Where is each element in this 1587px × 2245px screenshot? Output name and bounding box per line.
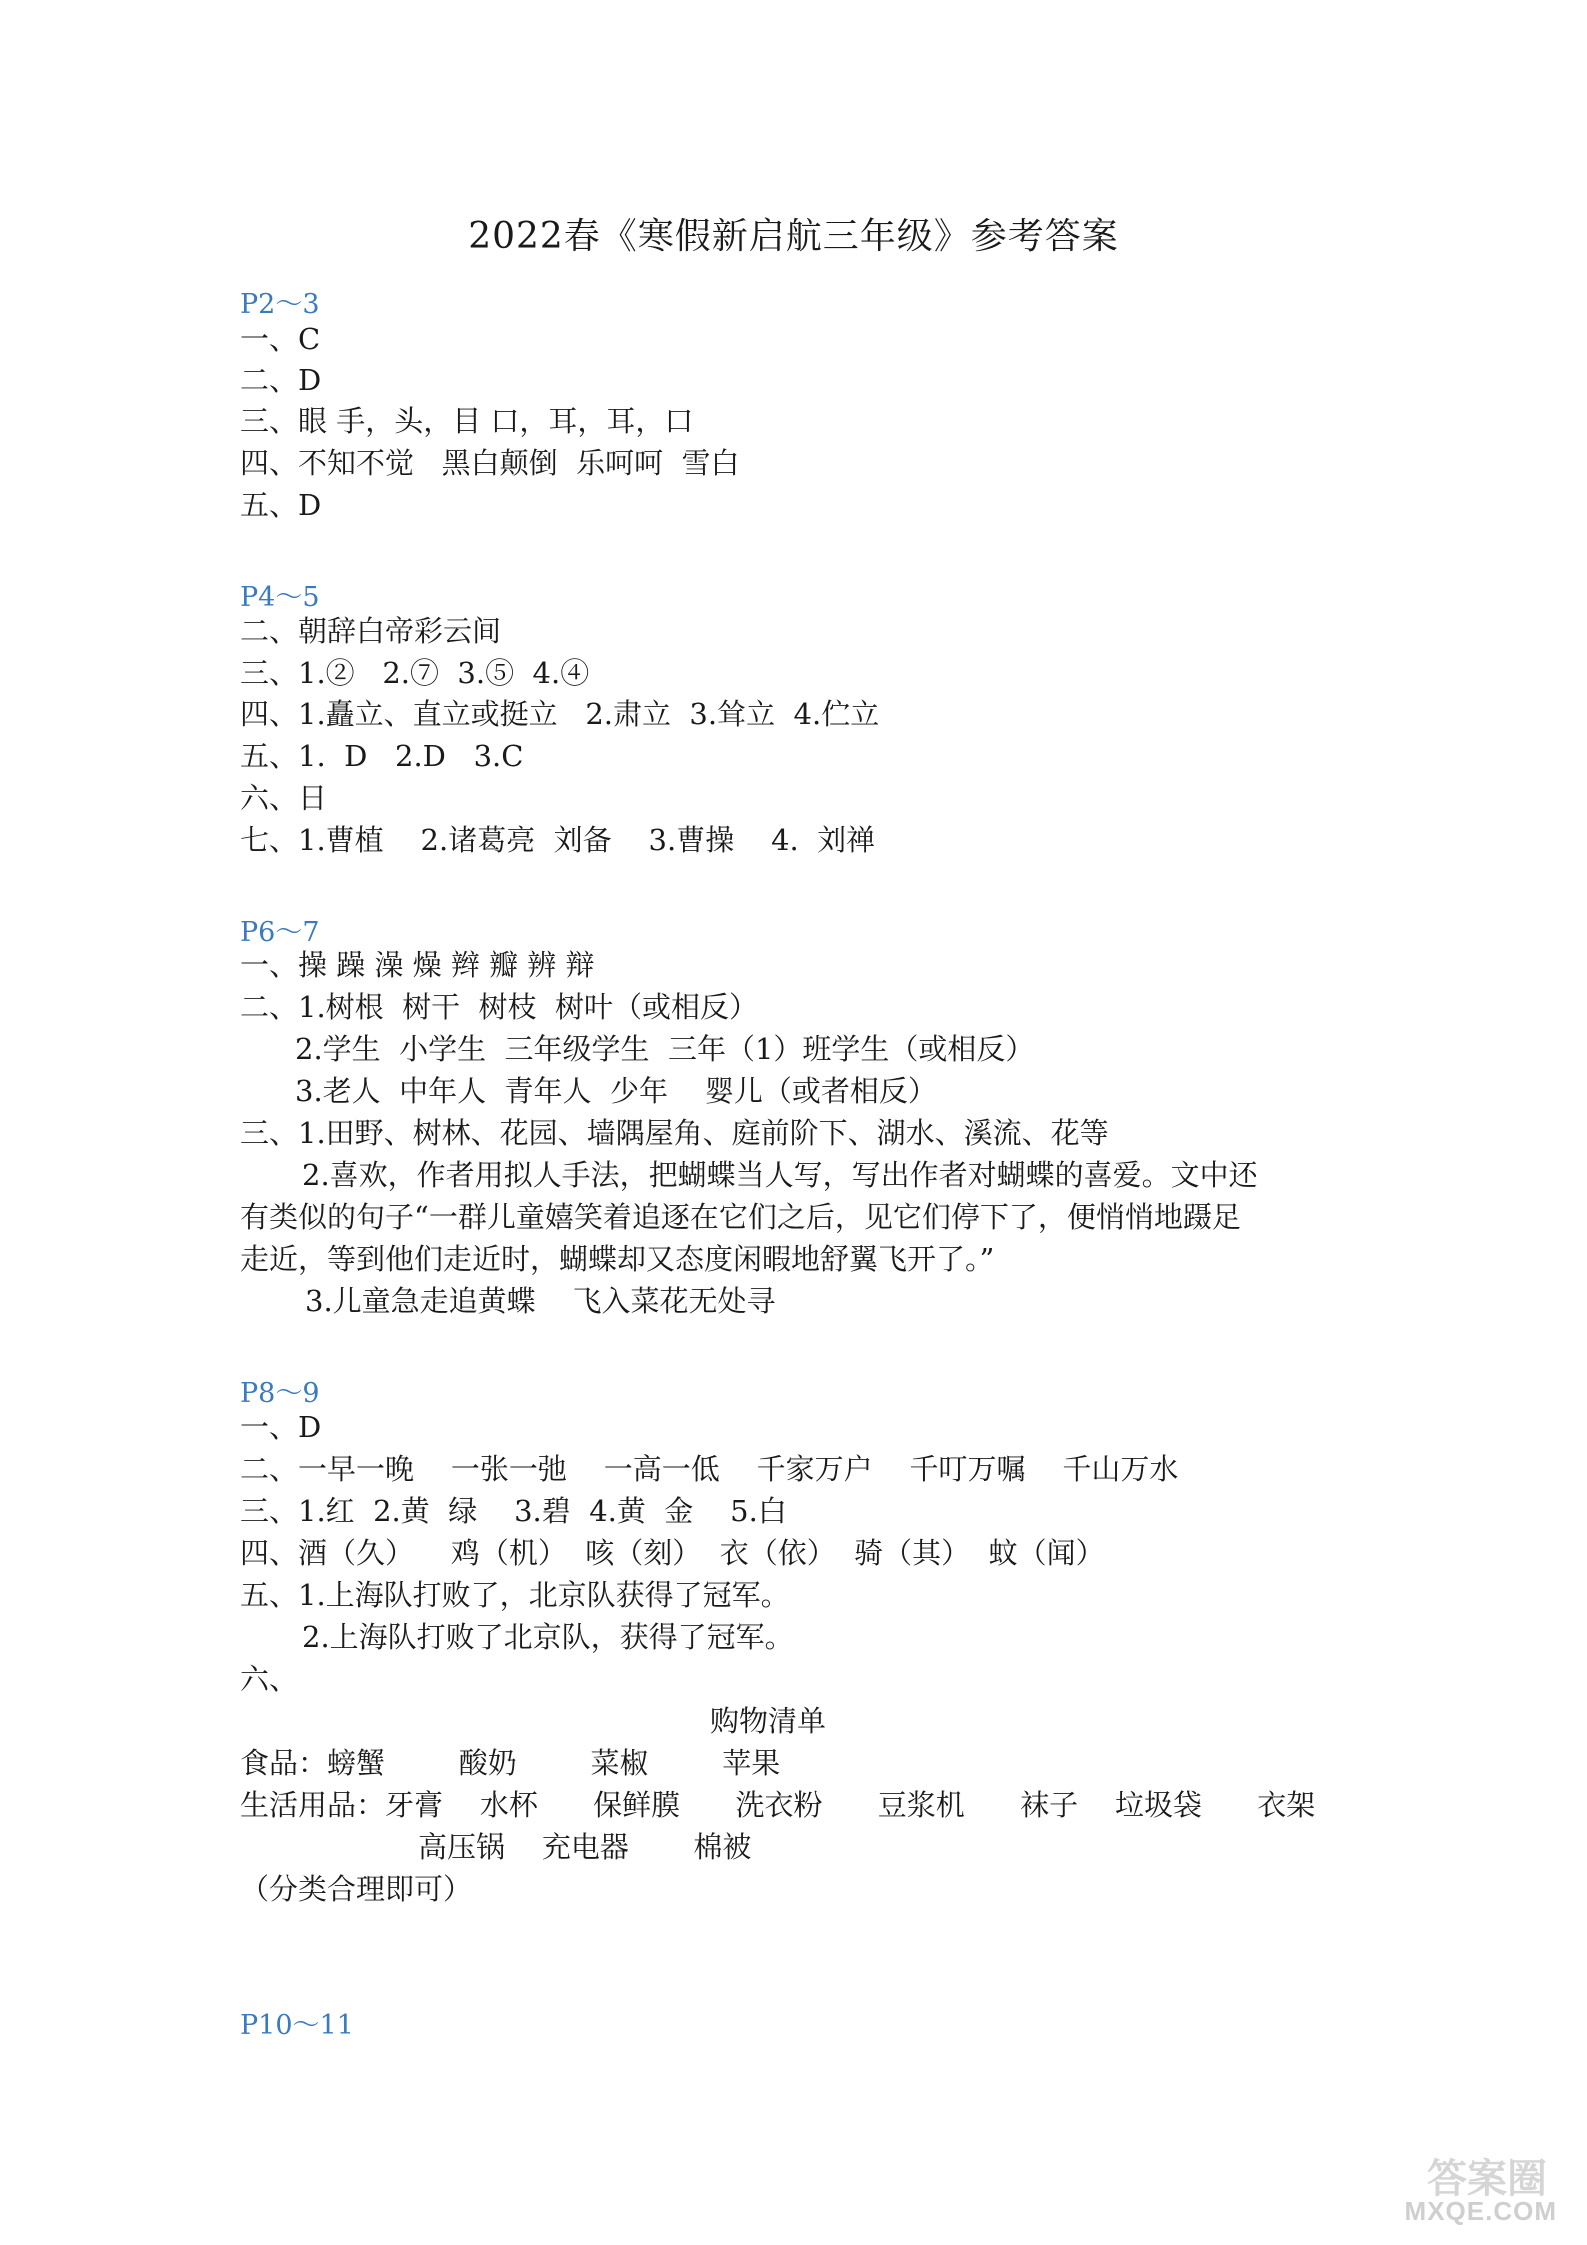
answer-line: 3.老人 中年人 青年人 少年 婴儿（或者相反） bbox=[295, 1074, 937, 1108]
answer-line: 五、1. D 2.D 3.C bbox=[240, 739, 524, 773]
shopping-list-title: 购物清单 bbox=[710, 1704, 827, 1738]
answer-line: 三、1.② 2.⑦ 3.⑤ 4.④ bbox=[240, 656, 590, 690]
answer-line: 三、1.田野、树林、花园、墙隅屋角、庭前阶下、湖水、溪流、花等 bbox=[240, 1116, 1109, 1150]
answer-line: 七、1.曹植 2.诸葛亮 刘备 3.曹操 4. 刘禅 bbox=[240, 823, 876, 857]
answer-line: 四、酒（久） 鸡（机） 咳（刻） 衣（依） 骑（其） 蚊（闻） bbox=[240, 1536, 1105, 1570]
answer-line: 二、D bbox=[240, 363, 322, 397]
answer-line: 四、不知不觉 黑白颠倒 乐呵呵 雪白 bbox=[240, 446, 740, 480]
answer-line: 一、操 躁 澡 燥 辫 瓣 辨 辩 bbox=[240, 948, 595, 982]
answer-line: 五、1.上海队打败了，北京队获得了冠军。 bbox=[240, 1578, 790, 1612]
answer-line: 2.上海队打败了北京队，获得了冠军。 bbox=[302, 1620, 794, 1654]
section-heading-p6-7: P6～7 bbox=[240, 917, 320, 948]
answer-line: 六、日 bbox=[240, 781, 328, 815]
section-heading-p4-5: P4～5 bbox=[240, 582, 320, 613]
answer-line: 五、D bbox=[240, 488, 322, 522]
page-title: 2022春《寒假新启航三年级》参考答案 bbox=[468, 216, 1119, 257]
answer-line: 2.学生 小学生 三年级学生 三年（1）班学生（或相反） bbox=[295, 1032, 1035, 1066]
answer-line: （分类合理即可） bbox=[240, 1872, 473, 1906]
watermark-logo bbox=[1367, 2147, 1557, 2227]
watermark-url: MXQE.COM bbox=[1404, 2196, 1557, 2226]
answer-line: 三、1.红 2.黄 绿 3.碧 4.黄 金 5.白 bbox=[240, 1494, 787, 1528]
answer-line: 三、眼 手，头，目 口，耳，耳，口 bbox=[240, 404, 694, 438]
answer-line: 高压锅 充电器 棉被 bbox=[418, 1830, 752, 1864]
answer-line: 走近，等到他们走近时，蝴蝶却又态度闲暇地舒翼飞开了。” bbox=[240, 1242, 995, 1276]
answer-line: 2.喜欢，作者用拟人手法，把蝴蝶当人写，写出作者对蝴蝶的喜爱。文中还 bbox=[302, 1158, 1258, 1192]
answer-line: 四、1.矗立、直立或挺立 2.肃立 3.耸立 4.伫立 bbox=[240, 697, 880, 731]
section-heading-p10-11: P10～11 bbox=[240, 2010, 354, 2041]
answer-line: 有类似的句子“一群儿童嬉笑着追逐在它们之后，见它们停下了，便悄悄地蹑足 bbox=[240, 1200, 1241, 1234]
section-heading-p2-3: P2～3 bbox=[240, 289, 320, 320]
answer-line: 生活用品：牙膏 水杯 保鲜膜 洗衣粉 豆浆机 袜子 垃圾袋 衣架 bbox=[240, 1788, 1316, 1822]
section-heading-p8-9: P8～9 bbox=[240, 1378, 320, 1409]
answer-line: 一、D bbox=[240, 1410, 322, 1444]
answer-line: 3.儿童急走追黄蝶 飞入菜花无处寻 bbox=[305, 1284, 776, 1318]
answer-line: 六、 bbox=[240, 1662, 299, 1696]
answer-line: 一、C bbox=[240, 322, 321, 356]
answer-line: 二、朝辞白帝彩云间 bbox=[240, 614, 502, 648]
answer-line: 二、一早一晚 一张一弛 一高一低 千家万户 千叮万嘱 千山万水 bbox=[240, 1452, 1179, 1486]
watermark-top-text: 答案圈 bbox=[1427, 2156, 1547, 2202]
answer-line: 二、1.树根 树干 树枝 树叶（或相反） bbox=[240, 990, 758, 1024]
answer-line: 食品：螃蟹 酸奶 菜椒 苹果 bbox=[240, 1746, 781, 1780]
